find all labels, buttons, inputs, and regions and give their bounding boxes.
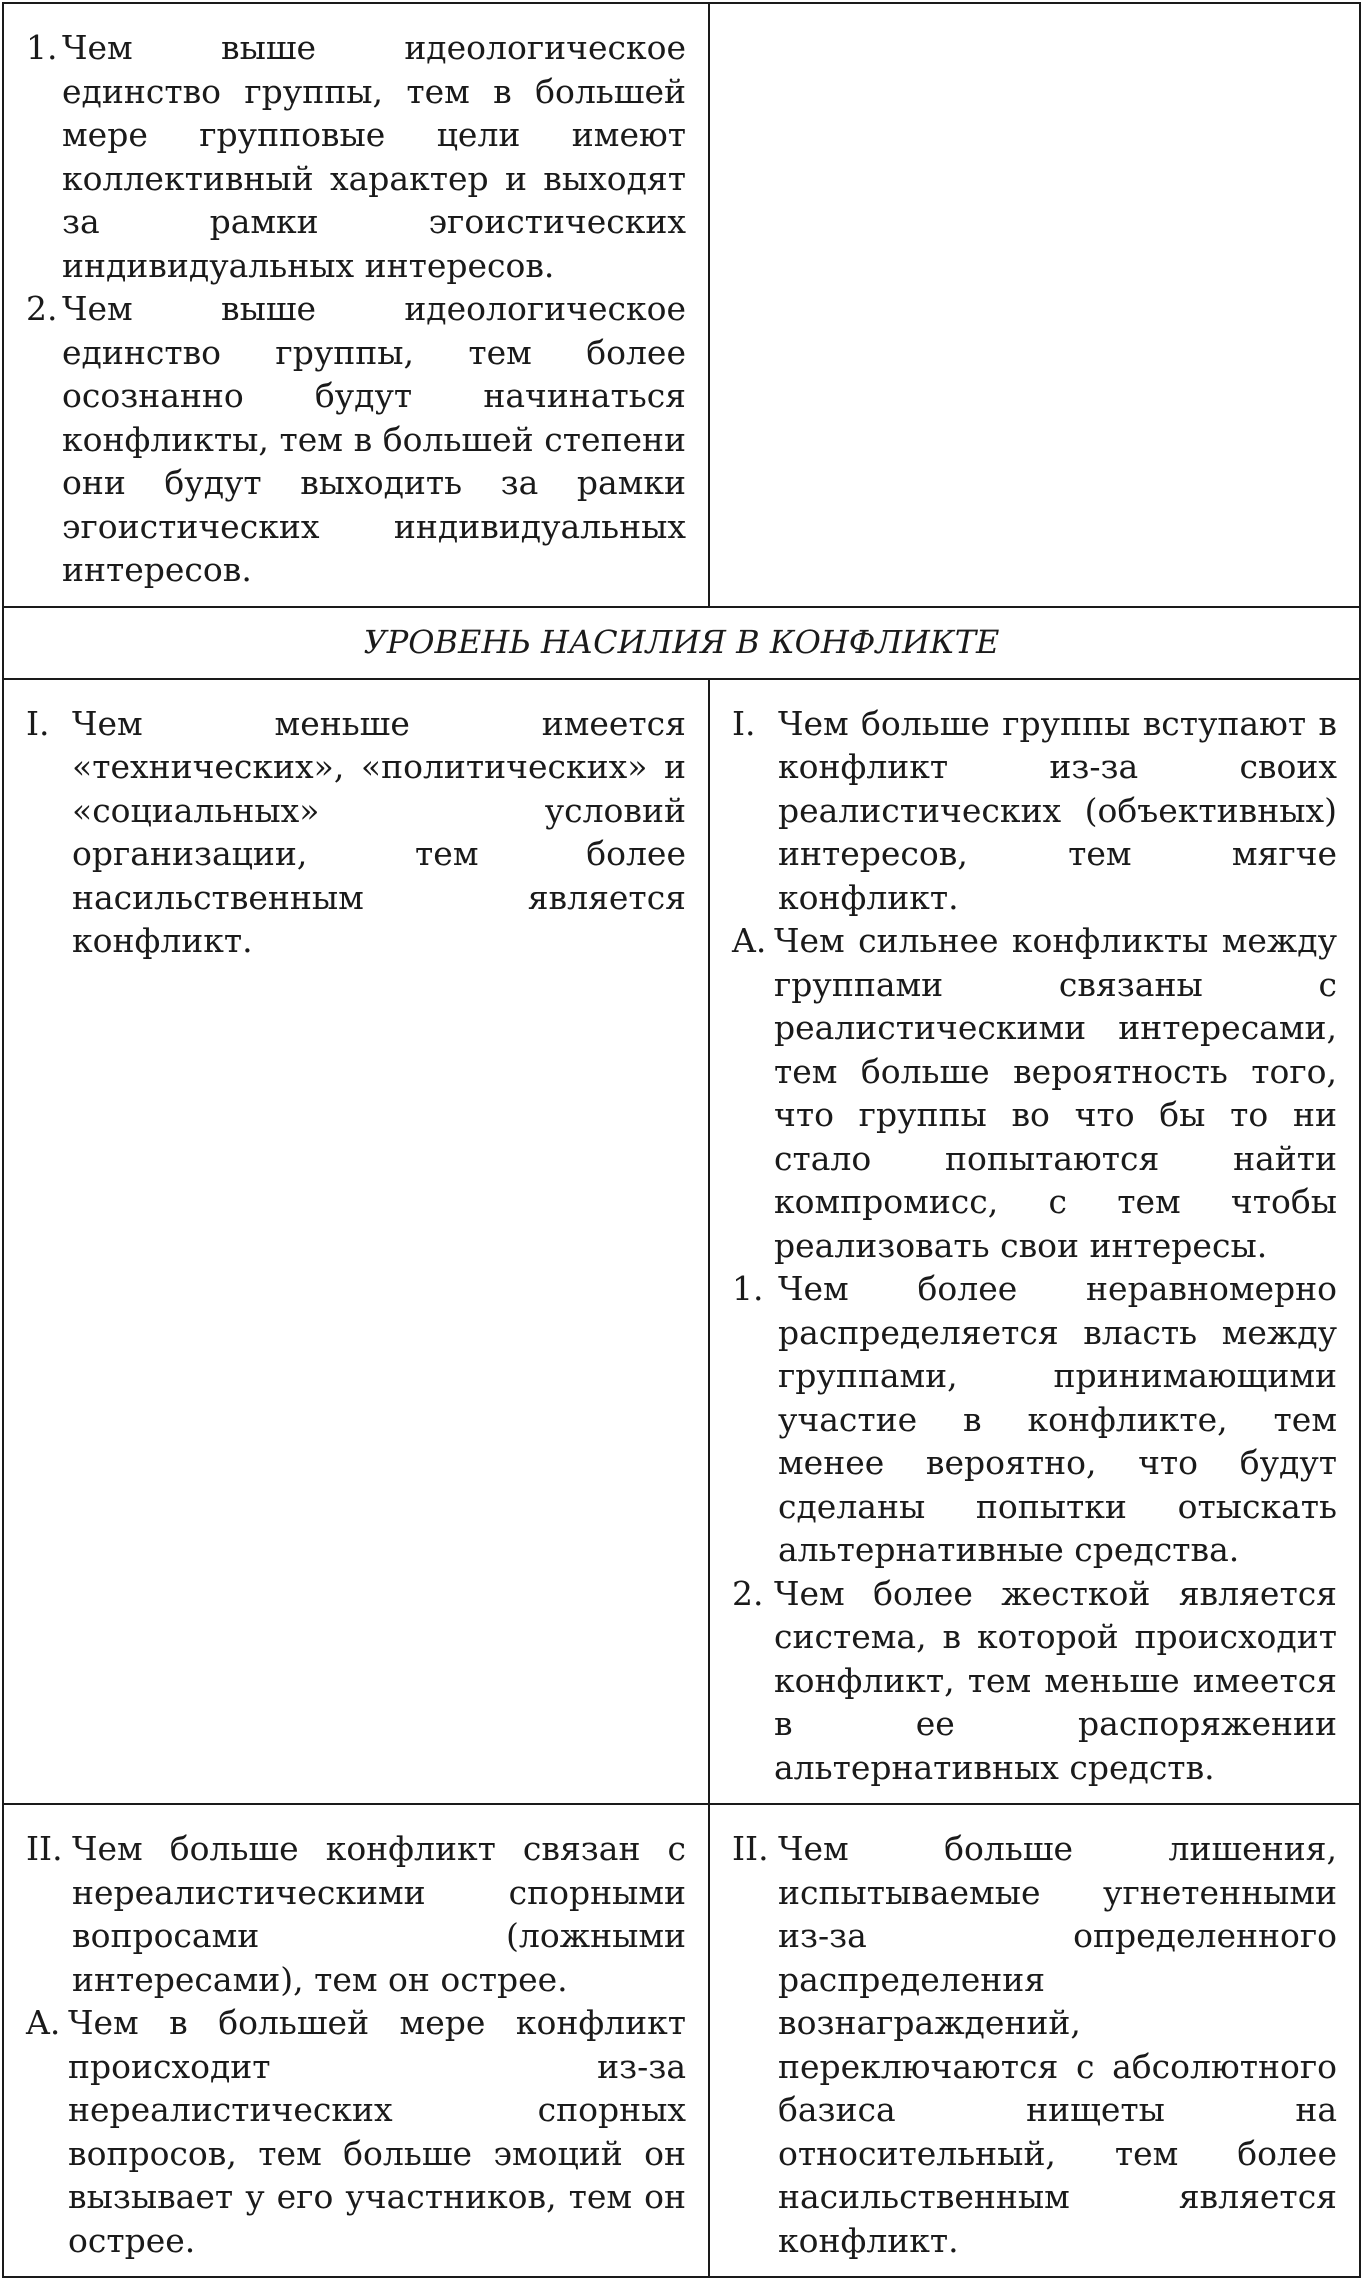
list-item <box>26 287 686 592</box>
item-text: Чем более жесткой является система, в которой происходит конфликт, тем меньше имеется в ее распоряжении альтернативных средств. <box>774 1573 1337 1787</box>
table-cell-right <box>709 3 1360 607</box>
item-number: A. <box>26 2003 61 2042</box>
table-cell-right <box>709 679 1360 1805</box>
item-text: Чем выше идеологическое единство группы, тем в большей мере групповые цели имеют коллективный характер и выходят за рамки эгоистических индивидуальных интересов. <box>62 28 686 285</box>
item-text: Чем больше лишения, испытываемые угнетенными из-за определенного распределения вознаграждений, переключаются с абсолютного базиса нищеты на относительный, тем более насильственным является конфликт. <box>778 1829 1337 2260</box>
comparison-table <box>2 2 1361 2278</box>
list-item <box>26 26 686 287</box>
table-cell-left <box>3 1804 709 2277</box>
list-item <box>732 1267 1337 1572</box>
table-row <box>3 607 1360 679</box>
item-text: Чем больше конфликт связан с нереалистическими спорными вопросами (ложными интересами), тем он острее. <box>72 1829 686 1999</box>
item-text: Чем в большей мере конфликт происходит из-за нереалистических спорных вопросов, тем больше эмоций он вызывает у его участников, тем он острее. <box>68 2003 686 2260</box>
item-number: II. <box>26 1829 63 1868</box>
list-item <box>26 2001 686 2262</box>
item-number: 2. <box>26 289 58 328</box>
item-number: 1. <box>732 1269 764 1308</box>
list-item <box>732 1572 1337 1790</box>
item-text: Чем выше идеологическое единство группы, тем более осознанно будут начинаться конфликты, тем в большей степени они будут выходить за рамки эгоистических индивидуальных интересов. <box>62 289 686 589</box>
item-number: II. <box>732 1829 769 1868</box>
table-row <box>3 679 1360 1805</box>
item-number: A. <box>732 921 767 960</box>
document-page <box>2 2 1359 2260</box>
list-item <box>732 702 1337 920</box>
list-item <box>732 1827 1337 2262</box>
table-cell-right <box>709 1804 1360 2277</box>
table-row <box>3 1804 1360 2277</box>
section-heading: УРОВЕНЬ НАСИЛИЯ В КОНФЛИКТЕ <box>3 607 1360 679</box>
item-number: I. <box>26 703 50 743</box>
list-item <box>26 1827 686 2001</box>
list-item <box>26 702 686 963</box>
table-cell-left <box>3 3 709 607</box>
item-text: Чем меньше имеется «технических», «политических» и «социальных» условий организации, тем более насильственным является конфликт. <box>72 703 686 960</box>
item-number: 2. <box>732 1573 764 1613</box>
item-number: I. <box>732 703 756 743</box>
item-text: Чем более неравномерно распределяется власть между группами, принимающими участие в конфликте, тем менее вероятно, что будут сделаны попытки отыскать альтернативные средства. <box>778 1269 1337 1569</box>
item-text: Чем больше группы вступают в конфликт из-за своих реалистических (объективных) интересов, тем мягче конфликт. <box>778 703 1337 917</box>
list-item <box>732 919 1337 1267</box>
item-text: Чем сильнее конфликты между группами связаны с реалистическими интересами, тем больше вероятность того, что группы во что бы то ни стало попытаются найти компромисс, с тем чтобы реализовать свои интересы. <box>774 921 1337 1265</box>
table-row <box>3 3 1360 607</box>
item-number: 1. <box>26 28 58 67</box>
table-cell-left <box>3 679 709 1805</box>
